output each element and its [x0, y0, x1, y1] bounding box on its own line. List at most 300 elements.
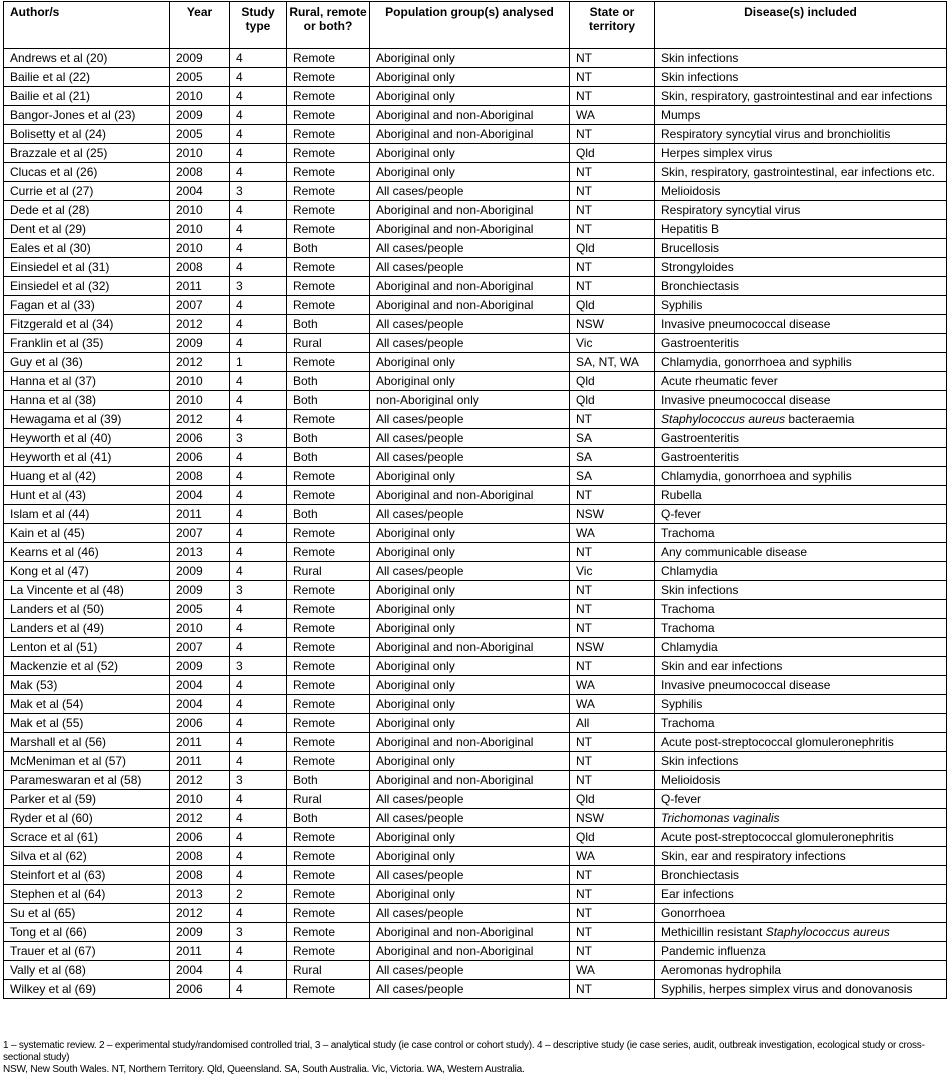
cell-study-type: 4 — [230, 334, 287, 353]
cell-study-type: 4 — [230, 619, 287, 638]
cell-disease: Pandemic influenza — [655, 942, 947, 961]
cell-study-type: 4 — [230, 714, 287, 733]
cell-study-type: 4 — [230, 315, 287, 334]
cell-state: NT — [570, 49, 655, 68]
cell-population: Aboriginal only — [370, 885, 570, 904]
cell-study-type: 4 — [230, 752, 287, 771]
cell-state: NT — [570, 942, 655, 961]
cell-setting: Rural — [287, 334, 370, 353]
cell-study-type: 4 — [230, 201, 287, 220]
cell-population: Aboriginal and non-Aboriginal — [370, 638, 570, 657]
cell-population: Aboriginal only — [370, 49, 570, 68]
cell-setting: Remote — [287, 68, 370, 87]
cell-year: 2010 — [170, 391, 230, 410]
cell-author: Trauer et al (67) — [4, 942, 170, 961]
cell-state: WA — [570, 847, 655, 866]
cell-year: 2010 — [170, 87, 230, 106]
cell-state: NT — [570, 619, 655, 638]
cell-year: 2010 — [170, 239, 230, 258]
cell-disease: Gastroenteritis — [655, 334, 947, 353]
cell-population: Aboriginal and non-Aboriginal — [370, 733, 570, 752]
cell-study-type: 4 — [230, 638, 287, 657]
cell-disease: Chlamydia, gonorrhoea and syphilis — [655, 353, 947, 372]
cell-state: Vic — [570, 562, 655, 581]
cell-author: Dent et al (29) — [4, 220, 170, 239]
table-row — [4, 372, 947, 391]
cell-state: NT — [570, 277, 655, 296]
cell-population: All cases/people — [370, 429, 570, 448]
cell-author: Wilkey et al (69) — [4, 980, 170, 999]
cell-population: All cases/people — [370, 315, 570, 334]
cell-disease: Q-fever — [655, 790, 947, 809]
cell-year: 2004 — [170, 486, 230, 505]
cell-author: Fitzgerald et al (34) — [4, 315, 170, 334]
cell-population: Aboriginal and non-Aboriginal — [370, 106, 570, 125]
cell-year: 2007 — [170, 638, 230, 657]
cell-disease: Bronchiectasis — [655, 866, 947, 885]
cell-population: Aboriginal and non-Aboriginal — [370, 201, 570, 220]
cell-author: Lenton et al (51) — [4, 638, 170, 657]
cell-disease: Skin infections — [655, 68, 947, 87]
cell-author: Heyworth et al (40) — [4, 429, 170, 448]
cell-population: Aboriginal only — [370, 657, 570, 676]
cell-author: Scrace et al (61) — [4, 828, 170, 847]
cell-state: NT — [570, 923, 655, 942]
cell-disease: Syphilis, herpes simplex virus and donovanosis — [655, 980, 947, 999]
cell-author: Bailie et al (21) — [4, 87, 170, 106]
cell-author: Bangor-Jones et al (23) — [4, 106, 170, 125]
header-population: Population group(s) analysed — [370, 2, 570, 49]
cell-state: NSW — [570, 638, 655, 657]
cell-year: 2012 — [170, 410, 230, 429]
cell-year: 2008 — [170, 467, 230, 486]
table-row — [4, 543, 947, 562]
cell-study-type: 4 — [230, 847, 287, 866]
cell-state: WA — [570, 524, 655, 543]
cell-population: Aboriginal only — [370, 828, 570, 847]
cell-study-type: 4 — [230, 543, 287, 562]
cell-author: Mak (53) — [4, 676, 170, 695]
cell-author: Brazzale et al (25) — [4, 144, 170, 163]
cell-population: All cases/people — [370, 410, 570, 429]
cell-population: All cases/people — [370, 866, 570, 885]
cell-setting: Remote — [287, 980, 370, 999]
cell-author: Currie et al (27) — [4, 182, 170, 201]
table-row — [4, 486, 947, 505]
cell-study-type: 4 — [230, 505, 287, 524]
table-row — [4, 125, 947, 144]
table-footnotes — [3, 1040, 948, 1076]
cell-setting: Remote — [287, 144, 370, 163]
cell-setting: Remote — [287, 353, 370, 372]
header-author: Author/s — [4, 2, 170, 49]
cell-population: All cases/people — [370, 505, 570, 524]
cell-state: Vic — [570, 334, 655, 353]
cell-setting: Both — [287, 505, 370, 524]
cell-disease: Trachoma — [655, 714, 947, 733]
cell-study-type: 4 — [230, 372, 287, 391]
cell-setting: Remote — [287, 638, 370, 657]
cell-setting: Remote — [287, 49, 370, 68]
table-row — [4, 505, 947, 524]
cell-state: All — [570, 714, 655, 733]
cell-study-type: 1 — [230, 353, 287, 372]
cell-setting: Remote — [287, 942, 370, 961]
table-row — [4, 866, 947, 885]
cell-state: NT — [570, 866, 655, 885]
table-row — [4, 581, 947, 600]
cell-setting: Remote — [287, 828, 370, 847]
cell-setting: Both — [287, 391, 370, 410]
cell-setting: Remote — [287, 676, 370, 695]
cell-year: 2005 — [170, 125, 230, 144]
cell-year: 2010 — [170, 201, 230, 220]
cell-disease: Mumps — [655, 106, 947, 125]
cell-state: NT — [570, 980, 655, 999]
table-row — [4, 619, 947, 638]
cell-setting: Remote — [287, 904, 370, 923]
cell-state: NT — [570, 182, 655, 201]
cell-author: Steinfort et al (63) — [4, 866, 170, 885]
cell-population: Aboriginal and non-Aboriginal — [370, 277, 570, 296]
cell-population: All cases/people — [370, 904, 570, 923]
cell-disease: Chlamydia — [655, 638, 947, 657]
cell-population: All cases/people — [370, 809, 570, 828]
cell-study-type: 3 — [230, 657, 287, 676]
cell-study-type: 4 — [230, 486, 287, 505]
cell-setting: Remote — [287, 866, 370, 885]
cell-disease: Acute post-streptococcal glomuleronephritis — [655, 828, 947, 847]
header-year: Year — [170, 2, 230, 49]
header-disease: Disease(s) included — [655, 2, 947, 49]
cell-population: Aboriginal only — [370, 163, 570, 182]
table-row — [4, 467, 947, 486]
cell-author: Kong et al (47) — [4, 562, 170, 581]
cell-state: NT — [570, 543, 655, 562]
cell-author: Dede et al (28) — [4, 201, 170, 220]
cell-year: 2004 — [170, 676, 230, 695]
table-row — [4, 904, 947, 923]
table-row — [4, 923, 947, 942]
cell-author: Hewagama et al (39) — [4, 410, 170, 429]
cell-year: 2010 — [170, 220, 230, 239]
cell-disease: Herpes simplex virus — [655, 144, 947, 163]
cell-population: Aboriginal only — [370, 543, 570, 562]
cell-study-type: 4 — [230, 144, 287, 163]
cell-setting: Remote — [287, 182, 370, 201]
cell-disease: Gastroenteritis — [655, 448, 947, 467]
cell-state: NT — [570, 410, 655, 429]
cell-study-type: 4 — [230, 448, 287, 467]
cell-year: 2011 — [170, 505, 230, 524]
cell-year: 2008 — [170, 163, 230, 182]
cell-population: Aboriginal only — [370, 752, 570, 771]
cell-study-type: 4 — [230, 410, 287, 429]
cell-state: NSW — [570, 505, 655, 524]
cell-setting: Remote — [287, 87, 370, 106]
cell-study-type: 4 — [230, 676, 287, 695]
cell-state: NT — [570, 258, 655, 277]
cell-year: 2011 — [170, 942, 230, 961]
cell-state: NT — [570, 87, 655, 106]
cell-state: NT — [570, 581, 655, 600]
cell-year: 2004 — [170, 695, 230, 714]
cell-study-type: 4 — [230, 106, 287, 125]
table-row — [4, 410, 947, 429]
cell-population: Aboriginal and non-Aboriginal — [370, 296, 570, 315]
cell-state: NT — [570, 657, 655, 676]
cell-setting: Remote — [287, 467, 370, 486]
cell-author: Marshall et al (56) — [4, 733, 170, 752]
cell-setting: Remote — [287, 524, 370, 543]
cell-setting: Remote — [287, 600, 370, 619]
cell-setting: Rural — [287, 790, 370, 809]
cell-author: Huang et al (42) — [4, 467, 170, 486]
cell-year: 2012 — [170, 904, 230, 923]
cell-study-type: 3 — [230, 277, 287, 296]
cell-study-type: 3 — [230, 581, 287, 600]
cell-author: McMeniman et al (57) — [4, 752, 170, 771]
cell-author: Su et al (65) — [4, 904, 170, 923]
footnote-study-types: 1 – systematic review. 2 – experimental study/randomised controlled trial, 3 – analytical study (ie case control or cohort study). 4 – descriptive study (ie case series, audit, outbreak investigation, ecological study or cross-sectional study) — [3, 1040, 925, 1063]
cell-study-type: 4 — [230, 467, 287, 486]
cell-disease: Chlamydia — [655, 562, 947, 581]
cell-study-type: 3 — [230, 429, 287, 448]
cell-population: Aboriginal only — [370, 68, 570, 87]
cell-disease: Trachoma — [655, 619, 947, 638]
cell-state: NT — [570, 733, 655, 752]
table-row — [4, 49, 947, 68]
cell-year: 2009 — [170, 657, 230, 676]
cell-state: NSW — [570, 315, 655, 334]
cell-disease: Syphilis — [655, 695, 947, 714]
cell-setting: Remote — [287, 695, 370, 714]
table-row — [4, 733, 947, 752]
cell-study-type: 4 — [230, 49, 287, 68]
cell-population: Aboriginal only — [370, 524, 570, 543]
cell-state: Qld — [570, 239, 655, 258]
cell-study-type: 3 — [230, 771, 287, 790]
cell-disease: Brucellosis — [655, 239, 947, 258]
cell-year: 2012 — [170, 809, 230, 828]
cell-population: All cases/people — [370, 182, 570, 201]
table-row — [4, 353, 947, 372]
cell-author: Silva et al (62) — [4, 847, 170, 866]
cell-year: 2010 — [170, 144, 230, 163]
cell-author: Hanna et al (37) — [4, 372, 170, 391]
table-row — [4, 144, 947, 163]
cell-population: Aboriginal and non-Aboriginal — [370, 220, 570, 239]
cell-setting: Remote — [287, 714, 370, 733]
cell-state: NT — [570, 220, 655, 239]
cell-year: 2011 — [170, 752, 230, 771]
cell-setting: Remote — [287, 220, 370, 239]
cell-study-type: 4 — [230, 961, 287, 980]
table-header — [4, 2, 947, 49]
disease-organism-italic: Staphylococcus aureus — [765, 925, 890, 939]
table-row — [4, 695, 947, 714]
cell-disease: Skin infections — [655, 752, 947, 771]
cell-disease: Skin, respiratory, gastrointestinal, ear infections etc. — [655, 163, 947, 182]
cell-state: NT — [570, 904, 655, 923]
table-row — [4, 68, 947, 87]
table-row — [4, 448, 947, 467]
cell-population: Aboriginal and non-Aboriginal — [370, 125, 570, 144]
cell-population: Aboriginal only — [370, 467, 570, 486]
cell-state: Qld — [570, 828, 655, 847]
cell-year: 2013 — [170, 885, 230, 904]
cell-author: Bolisetty et al (24) — [4, 125, 170, 144]
disease-text: Methicillin resistant — [661, 925, 766, 939]
table-row — [4, 315, 947, 334]
cell-state: WA — [570, 106, 655, 125]
cell-year: 2008 — [170, 847, 230, 866]
cell-state: NT — [570, 486, 655, 505]
cell-disease: Acute rheumatic fever — [655, 372, 947, 391]
cell-population: Aboriginal only — [370, 847, 570, 866]
header-study-type: Study type — [230, 2, 287, 49]
cell-author: Parker et al (59) — [4, 790, 170, 809]
cell-year: 2006 — [170, 980, 230, 999]
table-row — [4, 334, 947, 353]
cell-year: 2004 — [170, 961, 230, 980]
cell-population: All cases/people — [370, 562, 570, 581]
cell-author: Fagan et al (33) — [4, 296, 170, 315]
table-row — [4, 163, 947, 182]
cell-setting: Remote — [287, 163, 370, 182]
table-row — [4, 790, 947, 809]
cell-year: 2009 — [170, 923, 230, 942]
cell-disease: Invasive pneumococcal disease — [655, 391, 947, 410]
cell-author: Hanna et al (38) — [4, 391, 170, 410]
cell-author: Hunt et al (43) — [4, 486, 170, 505]
cell-disease: Respiratory syncytial virus and bronchiolitis — [655, 125, 947, 144]
cell-population: Aboriginal only — [370, 600, 570, 619]
cell-population: All cases/people — [370, 980, 570, 999]
cell-study-type: 3 — [230, 182, 287, 201]
cell-population: Aboriginal only — [370, 144, 570, 163]
cell-setting: Remote — [287, 923, 370, 942]
cell-author: Vally et al (68) — [4, 961, 170, 980]
cell-state: NT — [570, 163, 655, 182]
cell-setting: Both — [287, 315, 370, 334]
cell-year: 2010 — [170, 619, 230, 638]
cell-setting: Remote — [287, 106, 370, 125]
cell-author: Clucas et al (26) — [4, 163, 170, 182]
cell-disease: Skin and ear infections — [655, 657, 947, 676]
cell-disease: Chlamydia, gonorrhoea and syphilis — [655, 467, 947, 486]
cell-population: All cases/people — [370, 448, 570, 467]
cell-study-type: 4 — [230, 942, 287, 961]
table-row — [4, 220, 947, 239]
table-row — [4, 296, 947, 315]
table-row — [4, 961, 947, 980]
cell-year: 2009 — [170, 334, 230, 353]
cell-author: Mackenzie et al (52) — [4, 657, 170, 676]
cell-population: Aboriginal and non-Aboriginal — [370, 923, 570, 942]
cell-state: NSW — [570, 809, 655, 828]
cell-disease: Ear infections — [655, 885, 947, 904]
cell-author: Kain et al (45) — [4, 524, 170, 543]
cell-author: Stephen et al (64) — [4, 885, 170, 904]
cell-year: 2004 — [170, 182, 230, 201]
cell-year: 2006 — [170, 429, 230, 448]
cell-population: All cases/people — [370, 239, 570, 258]
cell-state: SA — [570, 448, 655, 467]
cell-population: All cases/people — [370, 258, 570, 277]
cell-state: Qld — [570, 391, 655, 410]
cell-year: 2005 — [170, 600, 230, 619]
cell-disease: Hepatitis B — [655, 220, 947, 239]
cell-state: WA — [570, 695, 655, 714]
cell-setting: Remote — [287, 733, 370, 752]
cell-disease: Invasive pneumococcal disease — [655, 676, 947, 695]
cell-disease: Q-fever — [655, 505, 947, 524]
cell-setting: Remote — [287, 581, 370, 600]
cell-setting: Both — [287, 771, 370, 790]
table-row — [4, 106, 947, 125]
cell-setting: Remote — [287, 296, 370, 315]
cell-study-type: 4 — [230, 296, 287, 315]
cell-study-type: 4 — [230, 866, 287, 885]
cell-state: NT — [570, 600, 655, 619]
table-row — [4, 391, 947, 410]
cell-year: 2009 — [170, 106, 230, 125]
cell-population: Aboriginal only — [370, 581, 570, 600]
cell-author: Heyworth et al (41) — [4, 448, 170, 467]
table-row — [4, 714, 947, 733]
cell-setting: Remote — [287, 657, 370, 676]
cell-author: Ryder et al (60) — [4, 809, 170, 828]
cell-population: Aboriginal only — [370, 353, 570, 372]
cell-setting: Remote — [287, 847, 370, 866]
cell-setting: Both — [287, 809, 370, 828]
cell-setting: Remote — [287, 543, 370, 562]
disease-text: bacteraemia — [785, 412, 855, 426]
table-row — [4, 638, 947, 657]
cell-year: 2006 — [170, 448, 230, 467]
cell-author: Einsiedel et al (31) — [4, 258, 170, 277]
table-row — [4, 676, 947, 695]
cell-author: Mak et al (55) — [4, 714, 170, 733]
cell-study-type: 4 — [230, 733, 287, 752]
cell-setting: Rural — [287, 961, 370, 980]
cell-disease — [655, 809, 947, 828]
table-row — [4, 885, 947, 904]
cell-study-type: 4 — [230, 68, 287, 87]
table-row — [4, 980, 947, 999]
cell-disease: Skin infections — [655, 49, 947, 68]
cell-disease: Aeromonas hydrophila — [655, 961, 947, 980]
cell-year: 2007 — [170, 524, 230, 543]
cell-setting: Remote — [287, 486, 370, 505]
cell-population: All cases/people — [370, 790, 570, 809]
cell-population: Aboriginal only — [370, 695, 570, 714]
cell-setting: Both — [287, 372, 370, 391]
cell-study-type: 4 — [230, 695, 287, 714]
cell-author: Landers et al (50) — [4, 600, 170, 619]
cell-year: 2009 — [170, 562, 230, 581]
cell-population: Aboriginal only — [370, 676, 570, 695]
cell-year: 2009 — [170, 49, 230, 68]
cell-disease: Melioidosis — [655, 771, 947, 790]
cell-setting: Rural — [287, 562, 370, 581]
cell-author: Islam et al (44) — [4, 505, 170, 524]
cell-state: Qld — [570, 296, 655, 315]
table-body — [4, 49, 947, 999]
cell-disease: Rubella — [655, 486, 947, 505]
cell-study-type: 4 — [230, 980, 287, 999]
